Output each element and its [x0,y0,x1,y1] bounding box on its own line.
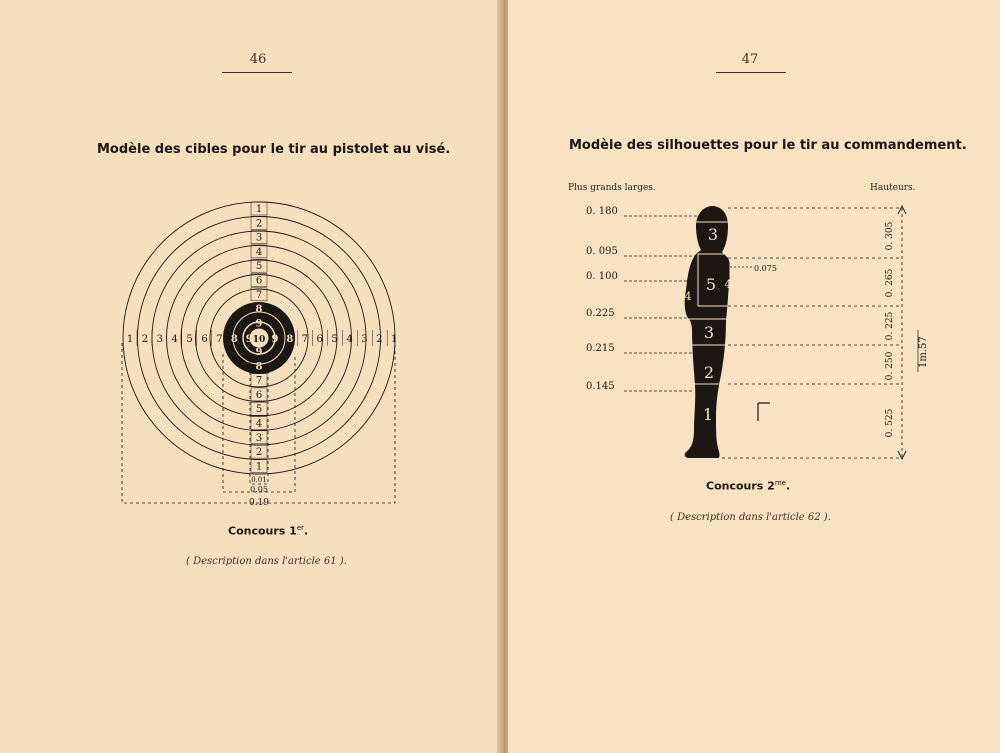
target-vertical-label: 6 [255,275,263,287]
left-caption-sup: er [296,524,305,532]
target-horizontal-label-left: 5 [186,334,193,345]
zone-label: 2 [703,363,715,382]
target-horizontal-label-left: 1 [126,334,134,345]
height-label: 0. 305 [885,221,895,251]
width-label: 0.145 [586,381,615,392]
right-page [508,0,1000,753]
target-horizontal-label-right: 6 [316,334,323,345]
target-horizontal-label-right: 7 [301,334,308,345]
right-page-heading: Modèle des silhouettes pour le tir au commandement. [569,138,967,153]
corner-mark [758,403,770,421]
zone-label: 4 [684,290,692,303]
target-horizontal-label-right: 2 [376,334,383,345]
target-dimension-small: 0.01 [251,476,267,484]
right-description: ( Description dans l'article 62 ). [670,512,831,523]
pistol-target-figure [0,0,500,520]
target-center-label: 10 [252,335,266,345]
width-label: 0.215 [586,343,615,354]
width-label: 0.225 [586,308,615,319]
zone-label: 5 [705,275,717,294]
total-height-label: 1m.57 [918,336,929,368]
target-vertical-label: 6 [255,389,263,401]
target-horizontal-label-right: 1 [391,334,398,345]
target-vertical-label: 9 [255,318,263,330]
height-label: 0. 525 [885,408,895,438]
left-page-number: 46 [249,52,267,67]
target-vertical-label: 1 [255,461,263,473]
left-caption-dot: . [304,524,309,538]
zone-label: 4 [724,278,732,291]
target-horizontal-label-left: 7 [216,334,223,345]
width-label: 0. 100 [586,271,618,282]
target-vertical-label: 7 [255,289,263,301]
target-horizontal-label-left: 8 [230,334,238,345]
target-vertical-label: 4 [255,418,263,430]
target-vertical-label: 8 [255,361,263,373]
height-label: 0. 250 [885,351,895,381]
target-vertical-label: 5 [255,261,263,273]
target-vertical-label: 1 [255,204,263,215]
target-dimension-medium: 0.05 [250,485,268,494]
target-vertical-label: 5 [255,404,263,416]
target-horizontal-label-left: 2 [141,334,149,345]
target-vertical-label: 7 [255,375,263,387]
height-label: 0. 265 [885,268,895,298]
silhouette-figure [508,0,1000,480]
left-page-heading: Modèle des cibles pour le tir au pistolet au visé. [97,142,451,157]
target-horizontal-label-left: 3 [156,334,163,345]
target-vertical-label: 2 [255,218,263,230]
height-labels [885,221,895,437]
height-label: 0. 225 [885,311,895,341]
target-dimension-large: 0.19 [248,498,270,508]
right-caption-dot: . [785,479,791,493]
target-horizontal-label-left: 6 [201,334,208,345]
target-horizontal-label-right: 8 [286,334,294,345]
right-caption [706,479,790,493]
left-caption [228,524,308,538]
right-column-title: Hauteurs. [870,183,916,193]
left-caption-main: Concours 1 [228,524,297,538]
target-vertical-label: 4 [255,246,263,258]
target-horizontal-label-right: 3 [361,334,368,345]
target-horizontal-label-left: 4 [171,334,178,345]
target-vertical-label: 3 [255,232,263,244]
side-width-label: 0.075 [754,264,777,273]
width-rows [586,206,902,392]
target-horizontal-label-right: 5 [331,334,338,345]
left-column-title: Plus grands larges. [568,183,656,193]
right-page-number: 47 [741,52,759,67]
zone-label: 3 [703,323,715,342]
left-description: ( Description dans l'article 61 ). [186,556,347,567]
target-horizontal-label-right: 9 [271,334,279,345]
width-label: 0. 095 [586,246,618,257]
width-label: 0. 180 [586,206,618,217]
target-vertical-label: 9 [255,347,263,358]
target-horizontal-label-right: 4 [346,334,353,345]
target-vertical-label: 3 [255,432,263,444]
right-caption-main: Concours 2 [706,479,775,493]
target-vertical-label: 8 [255,304,263,316]
right-caption-sup: me [774,479,786,487]
zone-label: 1 [702,405,714,424]
zone-label: 3 [707,225,719,244]
target-vertical-label: 2 [255,447,263,459]
target-horizontal-label-left: 9 [245,334,253,345]
